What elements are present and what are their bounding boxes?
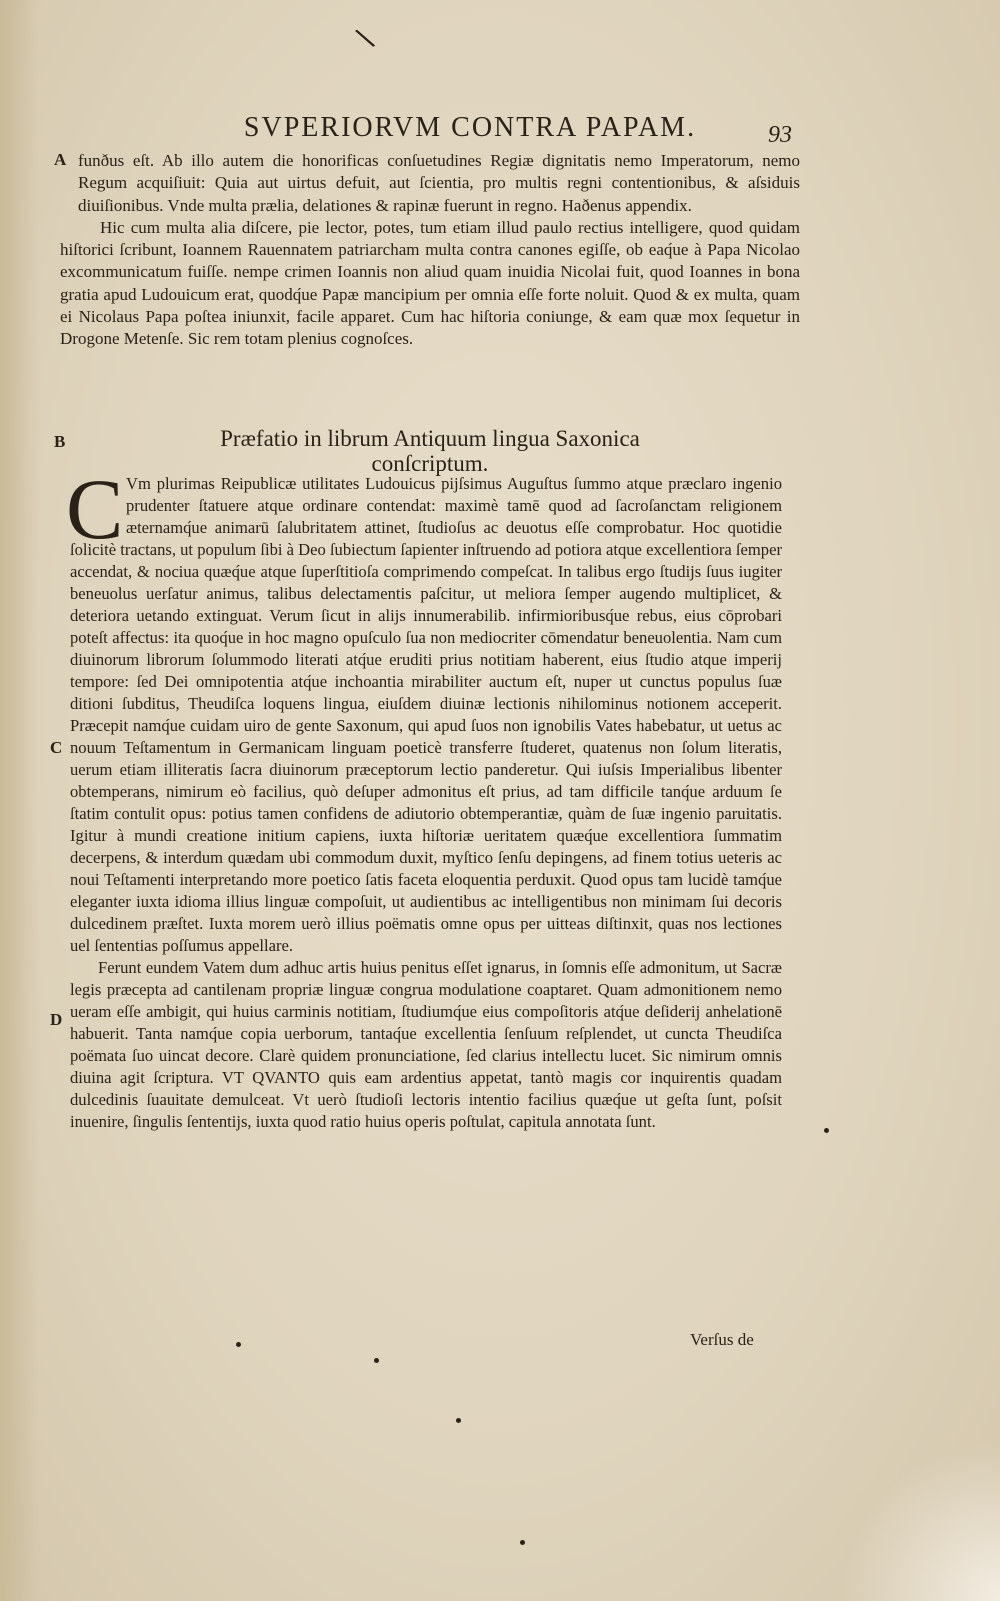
catchword: Verſus de (690, 1330, 754, 1349)
margin-letter-d: D (50, 1010, 63, 1029)
praefatio-text (70, 473, 782, 1133)
ink-speck (374, 1358, 379, 1363)
praefatio-paragraph-1-text: Vm plurimas Reipublicæ utilitates Ludouicus pijſsimus Auguſtus ſummo atque præclaro ingenio prudenter ſtatuere atque ordinare contendat: maximè tamē quod ad ſacroſanctam religionem æternamq́ue animarū ſalubritatem attinet, ſtudioſus ac deuotus eſſe comprobatur. Hoc quotidie ſolicitè tractans, ut populum ſibi à Deo ſubiectum ſapienter inſtruendo ad potiora atque excellentiora ſemper accendat, & nociua quæq́ue atque ſuperſtitioſa comprimendo compeſcat. In talibus ergo ſtudijs ſuus iugiter beneuolus uerſatur animus, talibus delectamentis paſcitur, ut meliora ſemper augendo multiplicet, & deteriora uetando extinguat. Verum ſicut in alijs innumerabilib. infirmioribusq́ue rebus, eius cōprobari poteſt affectus: ita quoq́ue in hoc magno opuſculo ſua non mediocriter cōmendatur beneuolentia. Nam cum diuinorum librorum ſolummodo literati atq́ue eruditi prius notitiam haberent, eius ſtudio atque imperij tempore: ſed Dei omnipotentia atq́ue inchoantia mirabiliter auctum eſt, nuper ut cunctus populus ſuæ ditioni ſubditus, Theudiſca loquens lingua, eiuſdem diuinæ lectionis nihilominus notionem acceperit. Præcepit namq́ue cuidam uiro de gente Saxonum, qui apud ſuos non ignobilis Vates habebatur, ut uetus ac nouum Teſtamentum in Germanicam linguam poeticè transferre ſtuderet, quatenus non ſolum literatis, uerum etiam illiteratis ſacra diuinorum præceptorum lectio panderetur. Qui iuſsis Imperialibus libenter obtemperans, nimirum eò facilius, quò deſuper admonitus eſt prius, ad tam difficile tanq́ue arduum ſe ſtatim contulit opus: potius tamen confidens de adiutorio obtemperantiæ, quàm de ſuæ ingenio paruitatis. Igitur à mundi creatione initium capiens, iuxta hiſtoriæ ueritatem quæq́ue excellentiora ſummatim decerpens, & interdum quædam ubi commodum duxit, myſtico ſenſu depingens, ad finem totius ueteris ac noui Teſtamenti interpretando more poetico ſatis faceta eloquentia perduxit. Quod opus tam lucidè tamq́ue eleganter iuxta idioma illius linguæ compoſuit, ut audientibus ac intelligentibus non minimam ſui decoris dulcedinem præſtet. Iuxta morem uerò illius poëmatis omne opus per uitteas diſtinxit, quas nos lectiones uel ſententias poſſumus appellare. (70, 474, 782, 955)
page-corner-wear (840, 1441, 1000, 1601)
drop-cap: C (66, 461, 124, 557)
praefatio-paragraph-1 (70, 473, 782, 957)
paragraph-2: Hic cum multa alia diſcere, pie lector, potes, tum etiam illud paulo rectius intelligere, quod quidam hiſtorici ſcribunt, Ioannem Rauennatem patriarcham multa contra canones egiſſe, ob eaq́ue à Papa Nicolao excommunicatum fuiſſe. nempe crimen Ioannis non aliud quam inuidia Nicolai fuit, quod Ioannes in bona gratia apud Ludouicum erat, quodq́ue Papæ mancipium per omnia eſſe forte noluit. Quod & ex multa, quam ei Nicolaus Papa poſtea iniunxit, facile apparet. Cum hac hiſtoria coniunge, & eam quæ mox ſequetur in Drogone Metenſe. Sic rem totam plenius cognoſces. (60, 217, 800, 349)
ink-speck (236, 1342, 241, 1347)
ink-speck (824, 1128, 829, 1133)
margin-letter-b: B (54, 432, 66, 451)
ink-speck (456, 1418, 461, 1423)
praefatio-paragraph-2: Ferunt eundem Vatem dum adhuc artis huius penitus eſſet ignarus, in ſomnis eſſe admonitum, ut Sacræ legis præcepta ad cantilenam propriæ linguæ congrua modulatione coaptaret. Quam admonitionem nemo ueram eſſe ambigit, qui huius carminis notitiam, ſtudiumq́ue eius compoſitoris atq́ue deſiderij anhelationē habuerit. Tanta namq́ue copia uerborum, tantaq́ue excellentia ſenſuum reſplendet, ut cuncta Theudiſca poëmata ſuo uincat decore. Clarè quidem pronunciatione, ſed clarius intellectu lucet. Sic nimirum omnis diuina agit ſcriptura. VT QVANTO quis eam ardentius appetat, tantò magis cor inquirentis quadam dulcedinis ſuauitate demulceat. Vt uerò ſtudioſi lectoris intentio facilius quæq́ue ut geſta ſunt, poſsit inuenire, ſingulis ſententijs, iuxta quod ratio huius operis poſtulat, capitula annotata ſunt. (70, 958, 782, 1131)
running-title: SVPERIORVM CONTRA PAPAM. (243, 112, 697, 143)
ink-speck (520, 1540, 525, 1545)
margin-letter-c: C (50, 738, 63, 757)
page-edge-stain (0, 0, 40, 1601)
margin-letter-a: A (54, 150, 67, 169)
appendix-text (60, 150, 800, 351)
paragraph-1: funðus eſt. Ab illo autem die honorificas conſuetudines Regiæ dignitatis nemo Imperatorum, nemo Regum acquiſiuit: Quia aut uirtus defuit, aut ſcientia, pro multis regni contentionibus, & aſsiduis diuiſionibus. Vnde multa prælia, delationes & rapinæ fuerunt in regno. Haðenus appendix. (78, 151, 800, 215)
ink-mark-icon: \ (351, 20, 379, 58)
drop-cap-space (70, 473, 126, 537)
page-number: 93 (768, 122, 792, 148)
section-title: Præfatio in librum Antiquum lingua Saxonica conſcriptum. (220, 426, 640, 476)
